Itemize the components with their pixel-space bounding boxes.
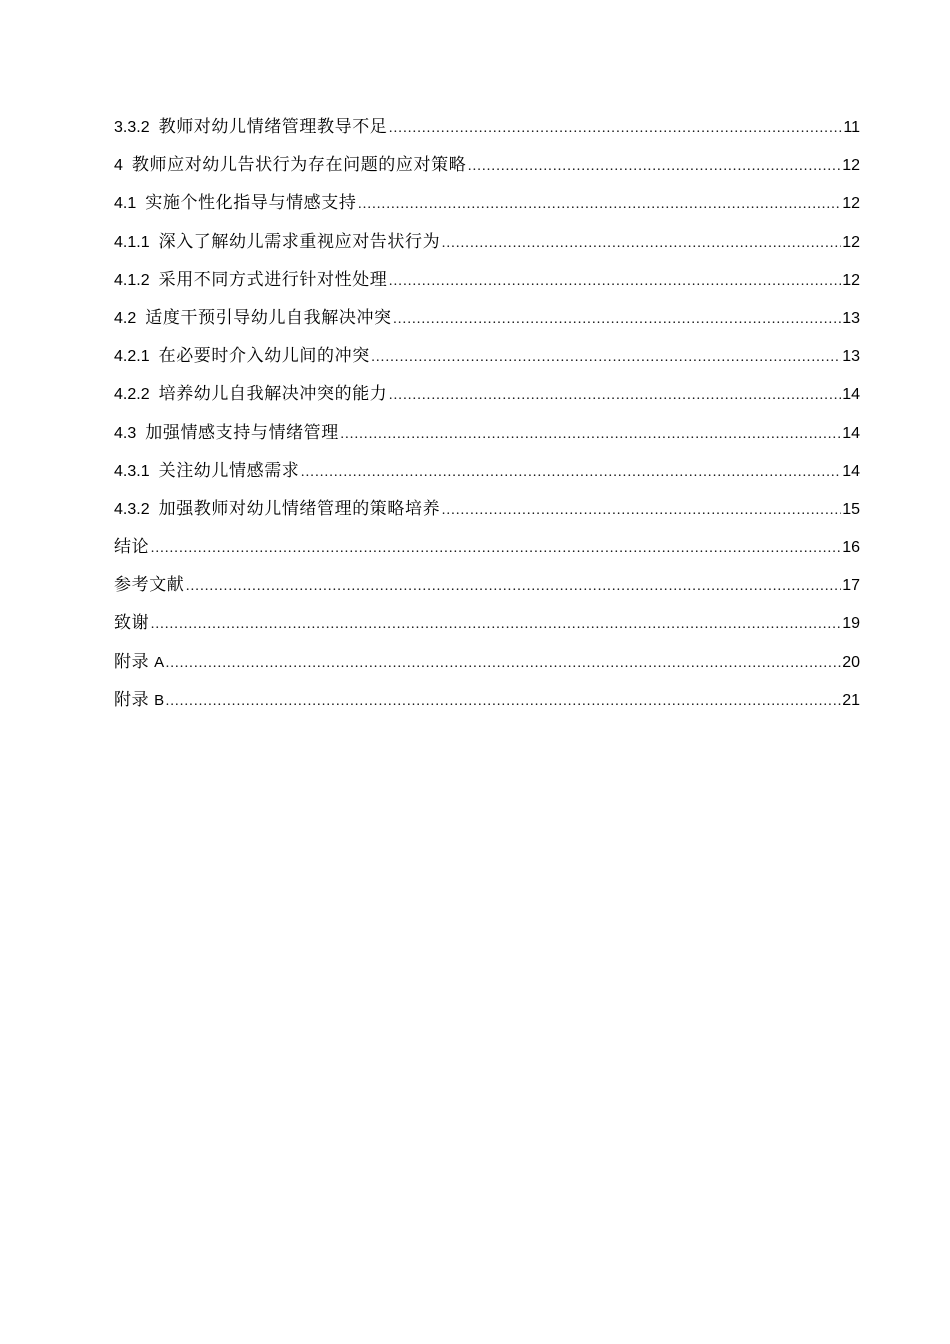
- toc-entry-title: 适度干预引导幼儿自我解决冲突: [145, 307, 392, 327]
- toc-entry-page: 12: [842, 271, 860, 289]
- toc-dot-leader: [388, 382, 841, 410]
- toc-entry-title: 关注幼儿情感需求: [158, 460, 300, 480]
- toc-dot-leader: [441, 497, 841, 525]
- toc-dot-leader: [388, 268, 841, 296]
- toc-dot-leader: [300, 459, 841, 487]
- toc-entry[interactable]: [114, 342, 860, 380]
- toc-entry-title: 加强情感支持与情绪管理: [145, 422, 339, 442]
- toc-entry[interactable]: [114, 151, 860, 189]
- toc-entry-number: 4.2.2: [114, 386, 150, 404]
- toc-entry-page: 12: [842, 233, 860, 251]
- toc-entry-title: 教师对幼儿情绪管理教导不足: [158, 117, 388, 136]
- toc-dot-leader: [357, 191, 841, 219]
- toc-dot-leader: [371, 344, 841, 372]
- toc-entry-conclusion[interactable]: [114, 533, 860, 571]
- toc-entry-title: [114, 648, 164, 677]
- toc-dot-leader: [150, 535, 841, 563]
- toc-entry-title: 教师应对幼儿告状行为存在问题的应对策略: [131, 155, 467, 175]
- toc-dot-leader: [467, 153, 841, 181]
- toc-entry-number: 4.3.2: [114, 500, 150, 518]
- toc-dot-leader: [185, 573, 841, 601]
- toc-entry-number: 4.3: [114, 424, 137, 442]
- toc-entry[interactable]: [114, 419, 860, 457]
- toc-entry-number: 4.2: [114, 309, 137, 327]
- toc-entry-title: [114, 686, 164, 715]
- toc-entry-page: 13: [842, 348, 860, 366]
- toc-entry-number: 4.1.1: [114, 233, 150, 251]
- toc-entry-number: 4.2.1: [114, 348, 150, 366]
- toc-entry[interactable]: [114, 113, 860, 151]
- toc-entry-title: 参考文献: [114, 575, 185, 595]
- toc-entry-title: 实施个性化指导与情感支持: [145, 193, 357, 213]
- toc-entry-page: 20: [842, 653, 860, 671]
- toc-entry[interactable]: [114, 228, 860, 266]
- toc-entry-page: 21: [842, 691, 860, 709]
- toc-entry-appendix-b[interactable]: [114, 686, 860, 724]
- toc-entry-page: 19: [842, 615, 860, 633]
- toc-entry-title: 致谢: [114, 613, 150, 633]
- toc-dot-leader: [165, 650, 841, 678]
- toc-dot-leader: [165, 688, 841, 716]
- toc-entry-acknowledgements[interactable]: [114, 609, 860, 647]
- toc-entry[interactable]: [114, 457, 860, 495]
- toc-entry-page: 11: [843, 119, 860, 136]
- toc-dot-leader: [150, 611, 841, 639]
- toc-entry-title-letter: A: [154, 653, 165, 671]
- toc-entry-title: 采用不同方式进行针对性处理: [158, 269, 388, 289]
- toc-entry-page: 12: [842, 195, 860, 213]
- toc-dot-leader: [393, 306, 842, 334]
- toc-entry-title: 在必要时介入幼儿间的冲突: [158, 346, 370, 366]
- toc-entry-title: 培养幼儿自我解决冲突的能力: [158, 384, 388, 404]
- toc-entry-references[interactable]: [114, 571, 860, 609]
- toc-entry-number: 4.1: [114, 195, 137, 213]
- toc-entry-page: 13: [842, 309, 860, 327]
- toc-entry-page: 16: [842, 539, 860, 557]
- toc-entry-title-text: 附录: [114, 651, 155, 671]
- toc-entry[interactable]: [114, 266, 860, 304]
- toc-entry-number: 4: [114, 157, 123, 175]
- toc-dot-leader: [388, 115, 842, 143]
- toc-entry-page: 17: [842, 577, 860, 595]
- toc-entry-number: 4.3.1: [114, 462, 150, 480]
- toc-entry-page: 15: [842, 500, 860, 518]
- toc-entry-title: 加强教师对幼儿情绪管理的策略培养: [158, 498, 441, 518]
- toc-entry-page: 14: [842, 424, 860, 442]
- toc-entry-title: 结论: [114, 537, 150, 557]
- toc-entry[interactable]: [114, 189, 860, 227]
- toc-entry-number: 3.3.2: [114, 119, 150, 136]
- toc-entry-page: 14: [842, 386, 860, 404]
- toc-entry-title-text: 附录: [114, 689, 155, 709]
- toc-dot-leader: [441, 230, 841, 258]
- toc-entry[interactable]: [114, 495, 860, 533]
- table-of-contents: [114, 113, 860, 724]
- toc-entry-title-letter: B: [154, 691, 165, 709]
- toc-entry-title: 深入了解幼儿需求重视应对告状行为: [158, 231, 441, 251]
- toc-entry-number: 4.1.2: [114, 271, 150, 289]
- toc-entry[interactable]: [114, 380, 860, 418]
- toc-entry-page: 12: [842, 157, 860, 175]
- toc-dot-leader: [340, 421, 841, 449]
- toc-entry-page: 14: [842, 462, 860, 480]
- toc-entry-appendix-a[interactable]: [114, 648, 860, 686]
- toc-entry[interactable]: [114, 304, 860, 342]
